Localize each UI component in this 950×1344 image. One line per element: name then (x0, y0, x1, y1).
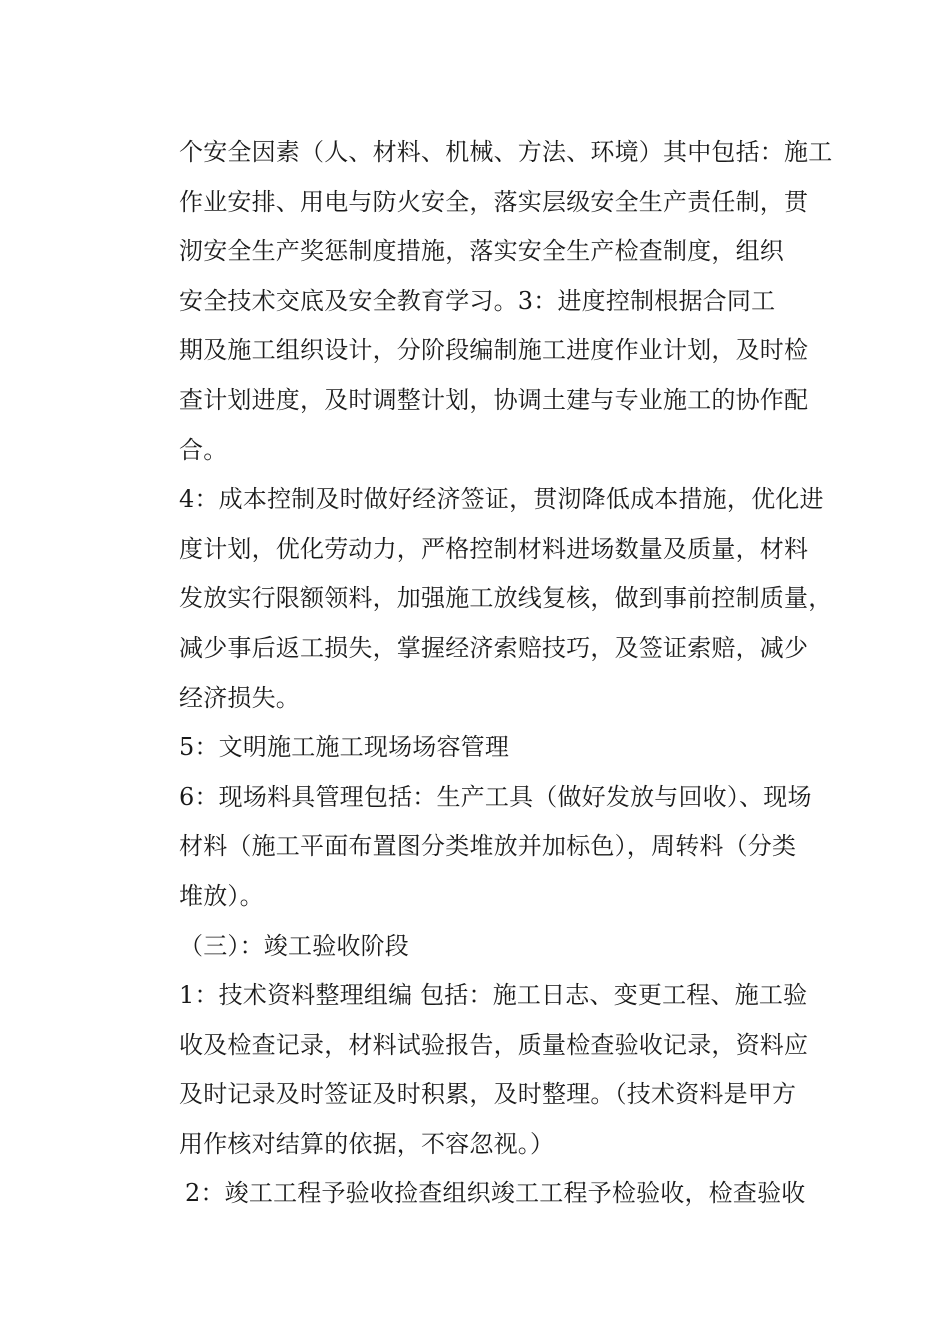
text-line: 1：技术资料整理组编 包括：施工日志、变更工程、施工验 (179, 981, 808, 1010)
text-line: 经济损失。 (179, 683, 300, 712)
text-line: 减少事后返工损失，掌握经济索赔技巧，及签证索赔，减少 (179, 633, 809, 662)
text-line: 作业安排、用电与防火安全，落实层级安全生产责任制，贯 (179, 187, 809, 216)
text-line: 期及施工组织设计，分阶段编制施工进度作业计划，及时检 (179, 336, 809, 365)
text-line: 安全技术交底及安全教育学习。3：进度控制根据合同工 (179, 286, 776, 315)
text-line: 4：成本控制及时做好经济签证，贯沏降低成本措施，优化进 (179, 485, 824, 514)
text-line: 合。 (179, 435, 228, 464)
text-line: 查计划进度，及时调整计划，协调土建与专业施工的协作配 (179, 385, 809, 414)
text-line: 发放实行限额领料，加强施工放线复核，做到事前控制质量， (179, 584, 833, 613)
text-line: 堆放）。 (179, 881, 264, 910)
text-line: 度计划，优化劳动力，严格控制材料进场数量及质量，材料 (179, 534, 809, 563)
text-line: 用作核对结算的依据，不容忽视。） (179, 1129, 555, 1158)
document-body (179, 128, 833, 1219)
text-line: 材料（施工平面布置图分类堆放并加标色），周转料（分类 (179, 832, 797, 861)
text-line: 沏安全生产奖惩制度措施，落实安全生产检查制度，组织 (179, 237, 784, 266)
text-line: 2：竣工工程予验收捡查组织竣工工程予检验收，检查验收 (185, 1179, 806, 1208)
text-line: 收及检查记录，材料试验报告，质量检查验收记录，资料应 (179, 1030, 809, 1059)
text-line: 6：现场料具管理包括：生产工具（做好发放与回收）、现场 (179, 782, 812, 811)
section-heading: （三）：竣工验收阶段 (179, 931, 409, 960)
text-line: 及时记录及时签证及时积累，及时整理。（技术资料是甲方 (179, 1080, 797, 1109)
text-line: 个安全因素（人、材料、机械、方法、环境）其中包括：施工 (179, 138, 833, 166)
text-line: 5：文明施工施工现场场容管理 (179, 733, 510, 762)
